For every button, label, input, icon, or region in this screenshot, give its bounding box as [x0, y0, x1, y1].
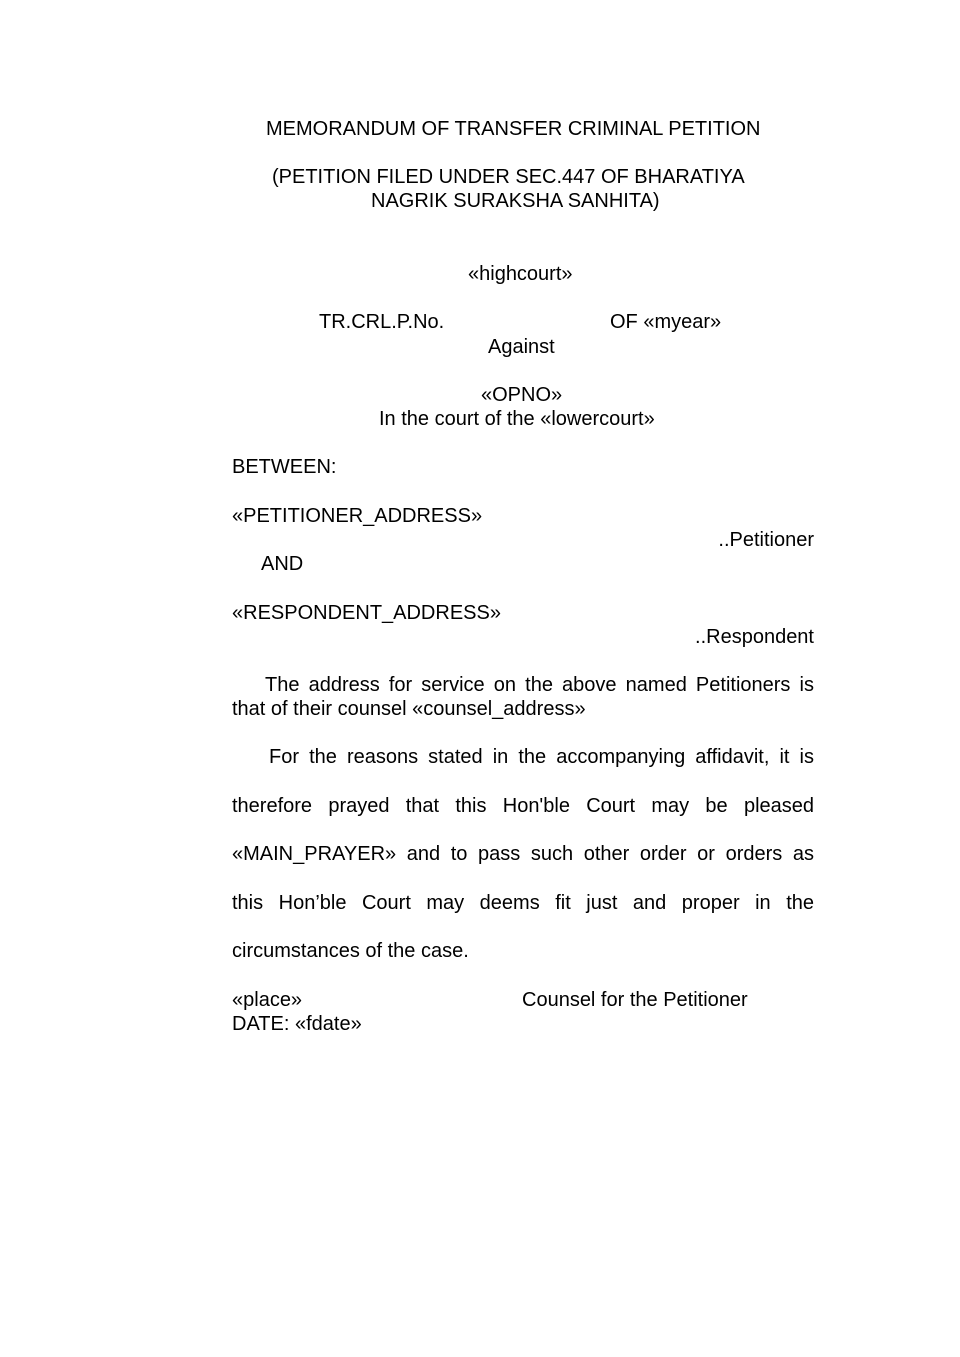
high-court-field: «highcourt» — [468, 263, 573, 285]
respondent-role-label: ..Respondent — [695, 626, 814, 648]
op-number-field: «OPNO» — [481, 384, 563, 406]
service-address-line-2: that of their counsel «counsel_address» — [232, 698, 586, 720]
petitioner-address-field: «PETITIONER_ADDRESS» — [232, 505, 483, 527]
date-field: DATE: «fdate» — [232, 1013, 362, 1035]
prayer-line-1: For the reasons stated in the accompanying affidavit, it is — [269, 746, 814, 768]
prayer-line-5: circumstances of the case. — [232, 940, 469, 962]
against-label: Against — [488, 336, 555, 358]
and-label: AND — [261, 553, 304, 575]
prayer-line-4: this Hon’ble Court may deems fit just and proper in the — [232, 892, 814, 914]
prayer-line-2: therefore prayed that this Hon'ble Court may be pleased — [232, 795, 814, 817]
prayer-line-3: «MAIN_PRAYER» and to pass such other order or orders as — [232, 843, 814, 865]
counsel-signature-label: Counsel for the Petitioner — [522, 989, 748, 1011]
lower-court-line: In the court of the «lowercourt» — [379, 408, 655, 430]
service-address-line-1: The address for service on the above named Petitioners is — [265, 674, 814, 696]
subtitle-line-2: NAGRIK SURAKSHA SANHITA) — [371, 190, 660, 212]
case-year-field: OF «myear» — [610, 311, 722, 333]
respondent-address-field: «RESPONDENT_ADDRESS» — [232, 602, 501, 624]
petitioner-role-label: ..Petitioner — [718, 529, 814, 551]
document-title: MEMORANDUM OF TRANSFER CRIMINAL PETITION — [266, 118, 761, 140]
between-label: BETWEEN: — [232, 456, 337, 478]
place-field: «place» — [232, 989, 303, 1011]
subtitle-line-1: (PETITION FILED UNDER SEC.447 OF BHARATIYA — [272, 166, 745, 188]
case-number-label: TR.CRL.P.No. — [319, 311, 445, 333]
